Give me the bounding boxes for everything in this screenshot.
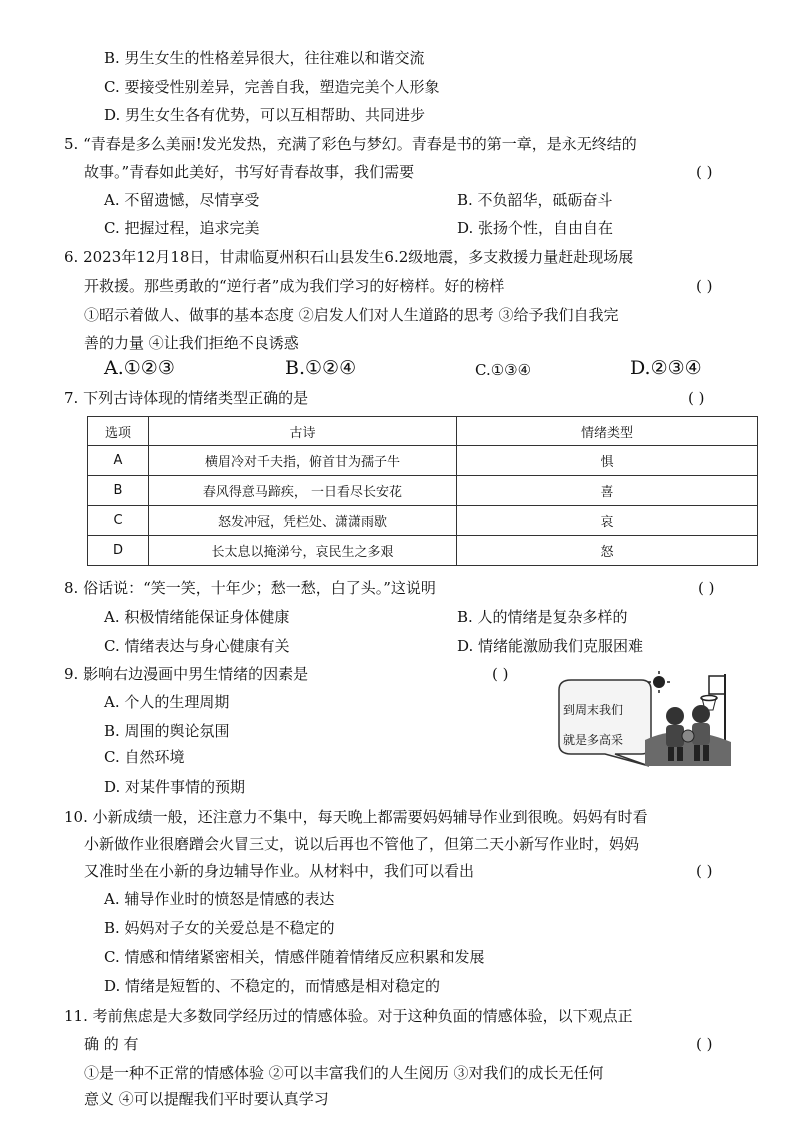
- table-cell: 长太息以掩涕兮，哀民生之多艰: [149, 536, 457, 566]
- q10-stem-line1: 10. 小新成绩一般，还注意力不集中，每天晚上都需要妈妈辅导作业到很晚。妈妈有时看: [64, 808, 648, 826]
- table-header-row: [88, 417, 758, 446]
- q6-statements-line2: 善的力量 ④让我们拒绝不良诱惑: [84, 334, 299, 352]
- emotion-table: [87, 416, 758, 566]
- q11-stem-line1: 11. 考前焦虑是大多数同学经历过的情感体验。对于这种负面的情感体验，以下观点正: [64, 1007, 633, 1025]
- q10-option-c: C. 情感和情绪紧密相关，情感伴随着情绪反应积累和发展: [104, 948, 485, 966]
- q4-option-d: D. 男生女生各有优势，可以互相帮助、共同进步: [104, 106, 426, 124]
- table-cell: 春风得意马蹄疾， 一日看尽长安花: [149, 476, 457, 506]
- q9-option-c: C. 自然环境: [104, 748, 185, 766]
- q6-option-c: C.①③④: [475, 361, 532, 379]
- q11-statements-line2: 意义 ④可以提醒我们平时要认真学习: [84, 1090, 329, 1108]
- table-cell: 怒: [457, 536, 758, 566]
- q10-answer-paren: ( ): [696, 862, 713, 880]
- q9-option-a: A. 个人的生理周期: [104, 693, 230, 711]
- q8-answer-paren: ( ): [698, 579, 715, 597]
- q5-option-a: A. 不留遗憾，尽情享受: [104, 191, 260, 209]
- q9-stem: 9. 影响右边漫画中男生情绪的因素是: [64, 665, 309, 683]
- table-cell: C: [88, 506, 149, 536]
- q5-stem-line2: 故事。”青春如此美好，书写好青春故事，我们需要: [84, 163, 415, 181]
- table-row: [88, 476, 758, 506]
- q9-option-d: D. 对某件事情的预期: [104, 778, 246, 796]
- table-cell: A: [88, 446, 149, 476]
- q7-stem: 7. 下列古诗体现的情绪类型正确的是: [64, 389, 309, 407]
- q11-stem-line2: 确 的 有: [84, 1035, 139, 1053]
- table-cell: 哀: [457, 506, 758, 536]
- q8-stem: 8. 俗话说：“笑一笑，十年少；愁一愁，白了头。”这说明: [64, 579, 436, 597]
- table-cell: D: [88, 536, 149, 566]
- q4-option-c: C. 要接受性别差异，完善自我，塑造完美个人形象: [104, 78, 440, 96]
- q9-option-b: B. 周围的舆论氛围: [104, 722, 230, 740]
- q6-option-a: A.①②③: [104, 357, 175, 379]
- table-cell: B: [88, 476, 149, 506]
- q10-option-a: A. 辅导作业时的愤怒是情感的表达: [104, 890, 335, 908]
- table-row: [88, 506, 758, 536]
- q8-option-a: A. 积极情绪能保证身体健康: [104, 608, 290, 626]
- table-cell: 惧: [457, 446, 758, 476]
- q8-option-b: B. 人的情绪是复杂多样的: [457, 608, 628, 626]
- q6-answer-paren: ( ): [696, 277, 713, 295]
- q10-option-d: D. 情绪是短暂的、不稳定的，而情感是相对稳定的: [104, 977, 441, 995]
- q6-stem-line1: 6. 2023年12月18日，甘肃临夏州积石山县发生6.2级地震，多支救援力量赶赴现场展: [64, 248, 634, 266]
- q11-answer-paren: ( ): [696, 1035, 713, 1053]
- q5-option-b: B. 不负韶华，砥砺奋斗: [457, 191, 613, 209]
- q11-statements-line1: ①是一种不正常的情感体验 ②可以丰富我们的人生阅历 ③对我们的成长无任何: [84, 1064, 604, 1082]
- table-cell: 喜: [457, 476, 758, 506]
- q5-stem-line1: 5. “青春是多么美丽!发光发热，充满了彩色与梦幻。青春是书的第一章，是永无终结的: [64, 135, 637, 153]
- q4-option-b: B. 男生女生的性格差异很大，往往难以和谐交流: [104, 49, 425, 67]
- q5-answer-paren: ( ): [696, 163, 713, 181]
- table-header-cell: 选项: [88, 417, 149, 446]
- cartoon-illustration: [553, 670, 733, 772]
- table-cell: 横眉冷对千夫指，俯首甘为孺子牛: [149, 446, 457, 476]
- q8-option-d: D. 情绪能激励我们克服困难: [457, 637, 644, 655]
- table-row: [88, 446, 758, 476]
- q10-option-b: B. 妈妈对子女的关爱总是不稳定的: [104, 919, 335, 937]
- q10-stem-line2: 小新做作业很磨蹭会火冒三丈，说以后再也不管他了，但第二天小新写作业时，妈妈: [84, 835, 640, 853]
- table-row: [88, 536, 758, 566]
- q9-answer-paren: ( ): [492, 665, 509, 683]
- table-header-cell: 情绪类型: [457, 417, 758, 446]
- table-header-cell: 古诗: [149, 417, 457, 446]
- q6-option-d: D.②③④: [630, 357, 702, 379]
- table-cell: 怒发冲冠，凭栏处、潇潇雨歇: [149, 506, 457, 536]
- q10-stem-line3: 又准时坐在小新的身边辅导作业。从材料中，我们可以看出: [84, 862, 475, 880]
- q6-statements-line1: ①昭示着做人、做事的基本态度 ②启发人们对人生道路的思考 ③给予我们自我完: [84, 306, 619, 324]
- bubble-text-line1: 到周末我们: [563, 703, 624, 717]
- q5-option-c: C. 把握过程，追求完美: [104, 219, 260, 237]
- q7-answer-paren: ( ): [688, 389, 705, 407]
- q8-option-c: C. 情绪表达与身心健康有关: [104, 637, 290, 655]
- bubble-text-line2: 就是多高采: [563, 733, 624, 747]
- q6-stem-line2: 开救援。那些勇敢的“逆行者”成为我们学习的好榜样。好的榜样: [84, 277, 505, 295]
- q5-option-d: D. 张扬个性，自由自在: [457, 219, 614, 237]
- q6-option-b: B.①②④: [285, 357, 357, 379]
